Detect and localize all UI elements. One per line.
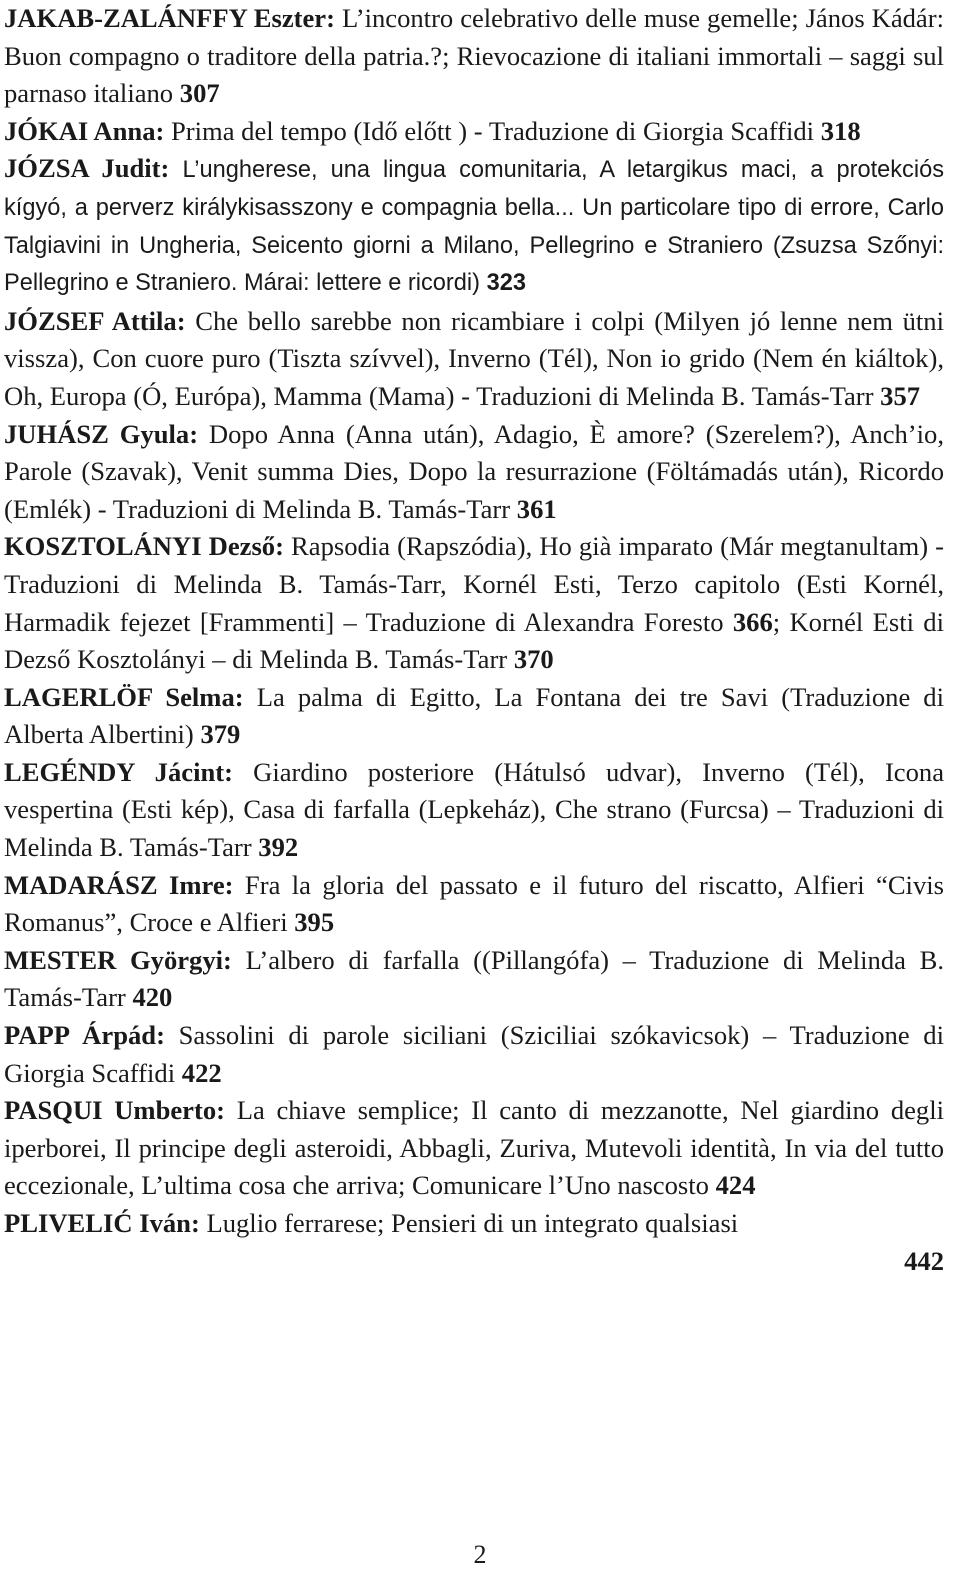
entry-text: L’incontro celebrativo delle muse gemelle; János Kádár: Buon compagno o traditore della patria.?; Rievocazione di italiani immortali – saggi sul parnaso italiano bbox=[4, 3, 944, 109]
entry-text: Sassolini di parole siciliani (Sziciliai szókavicsok) – Traduzione di Giorgia Scaffidi bbox=[4, 1020, 944, 1088]
entry-text: Fra la gloria del passato e il futuro del riscatto, Alfieri “Civis Romanus”, Croce e Alfieri bbox=[4, 869, 944, 938]
entry-text: ; Kornél Esti di Dezső Kosztolányi – di Melinda B. Tamás-Tarr bbox=[4, 606, 944, 675]
index-entry bbox=[4, 0, 944, 113]
page-ref: 392 bbox=[258, 832, 299, 863]
index-entry bbox=[4, 1017, 944, 1092]
page-ref: 420 bbox=[132, 982, 173, 1013]
author-name: LEGÉNDY Jácint: bbox=[4, 756, 233, 787]
index-entry bbox=[4, 150, 944, 302]
page-ref: 395 bbox=[294, 907, 335, 938]
author-name: PAPP Árpád: bbox=[4, 1020, 165, 1051]
entry-text: Rapsodia (Rapszódia), Ho già imparato (Már megtanultam) - Traduzioni di Melinda B. Tamás-Tarr, Kornél Esti, Terzo capitolo (Esti Kornél, Harmadik fejezet [Frammenti] – Traduzione di Alexandra Foresto bbox=[4, 531, 944, 637]
author-name: JAKAB-ZALÁNFFY Eszter: bbox=[4, 3, 335, 33]
entry-text: Prima del tempo (Idő előtt ) - Traduzione di Giorgia Scaffidi bbox=[164, 115, 821, 146]
page-ref: 422 bbox=[181, 1057, 222, 1088]
entry-text: Dopo Anna (Anna után), Adagio, È amore? (Szerelem?), Anch’io, Parole (Szavak), Venit summa Dies, Dopo la resurrazione (Föltámadás után), Ricordo (Emlék) - Traduzioni di Melinda B. Tamás-Tarr bbox=[4, 418, 944, 524]
author-name: PASQUI Umberto: bbox=[4, 1095, 225, 1126]
index-entry bbox=[4, 303, 944, 416]
page-ref: 323 bbox=[486, 270, 526, 297]
page-number: 2 bbox=[473, 1540, 487, 1569]
author-name: KOSZTOLÁNYI Dezső: bbox=[4, 531, 284, 562]
index-entry bbox=[4, 754, 944, 867]
index-entry bbox=[4, 867, 944, 942]
page-ref: 442 bbox=[904, 1245, 944, 1276]
author-name: MADARÁSZ Imre: bbox=[4, 869, 234, 900]
index-entry bbox=[4, 1092, 944, 1205]
page-ref: 370 bbox=[513, 644, 554, 675]
index-entry bbox=[4, 1205, 944, 1280]
page-ref: 357 bbox=[880, 380, 921, 411]
entry-text: La palma di Egitto, La Fontana dei tre Savi (Traduzione di Alberta Albertini) bbox=[4, 681, 944, 750]
entry-text: L’albero di farfalla ((Pillangófa) – Traduzione di Melinda B. Tamás-Tarr bbox=[4, 944, 944, 1013]
author-name: JÓKAI Anna: bbox=[4, 115, 165, 146]
author-name: LAGERLÖF Selma: bbox=[4, 681, 244, 712]
entry-text: Che bello sarebbe non ricambiare i colpi (Milyen jó lenne nem ütni vissza), Con cuore puro (Tiszta szívvel), Inverno (Tél), Non io grido (Nem én kiáltok), Oh, Europa (Ó, Európa), Mamma (Mama) - Traduzioni di Melinda B. Tamás-Tarr bbox=[4, 305, 944, 411]
entry-text: La chiave semplice; Il canto di mezzanotte, Nel giardino degli iperborei, Il principe degli asteroidi, Abbagli, Zuriva, Mutevoli identità, In via del tutto eccezionale, L’ultima cosa che arriva; Comunicare l’Uno nascosto bbox=[4, 1095, 944, 1201]
author-name: PLIVELIĆ Iván: bbox=[4, 1208, 200, 1238]
entry-text: Giardino posteriore (Hátulsó udvar), Inverno (Tél), Icona vespertina (Esti kép), Casa di farfalla (Lepkeház), Che strano (Furcsa) – Traduzioni di Melinda B. Tamás-Tarr bbox=[4, 756, 945, 863]
page-ref: 318 bbox=[820, 115, 861, 146]
author-name: JUHÁSZ Gyula: bbox=[4, 418, 199, 449]
page-ref: 379 bbox=[200, 719, 241, 750]
entry-text: Luglio ferrarese; Pensieri di un integrato qualsiasi bbox=[199, 1208, 739, 1238]
index-entry bbox=[4, 113, 944, 151]
index-entry bbox=[4, 528, 944, 678]
page-ref: 366 bbox=[732, 606, 773, 637]
page-ref: 361 bbox=[516, 493, 557, 524]
author-name: JÓZSA Judit: bbox=[4, 153, 170, 184]
author-name: MESTER Györgyi: bbox=[4, 944, 232, 975]
page-ref: 424 bbox=[715, 1170, 756, 1201]
index-page bbox=[4, 0, 944, 1280]
entry-text: L’ungherese, una lingua comunitaria, A letargikus maci, a protekciós kígyó, a perverz királykisasszony e compagnia bella... Un particolare tipo di errore, Carlo Talgiavini in Ungheria, Seicento giorni a Milano, Pellegrino e Straniero (Zsuzsa Szőnyi: Pellegrino e Straniero. Márai: lettere e ricordi) bbox=[4, 157, 944, 297]
index-entry bbox=[4, 679, 944, 754]
page-ref: 307 bbox=[179, 78, 220, 109]
index-entry bbox=[4, 942, 944, 1017]
index-entry bbox=[4, 416, 944, 529]
author-name: JÓZSEF Attila: bbox=[4, 305, 186, 336]
